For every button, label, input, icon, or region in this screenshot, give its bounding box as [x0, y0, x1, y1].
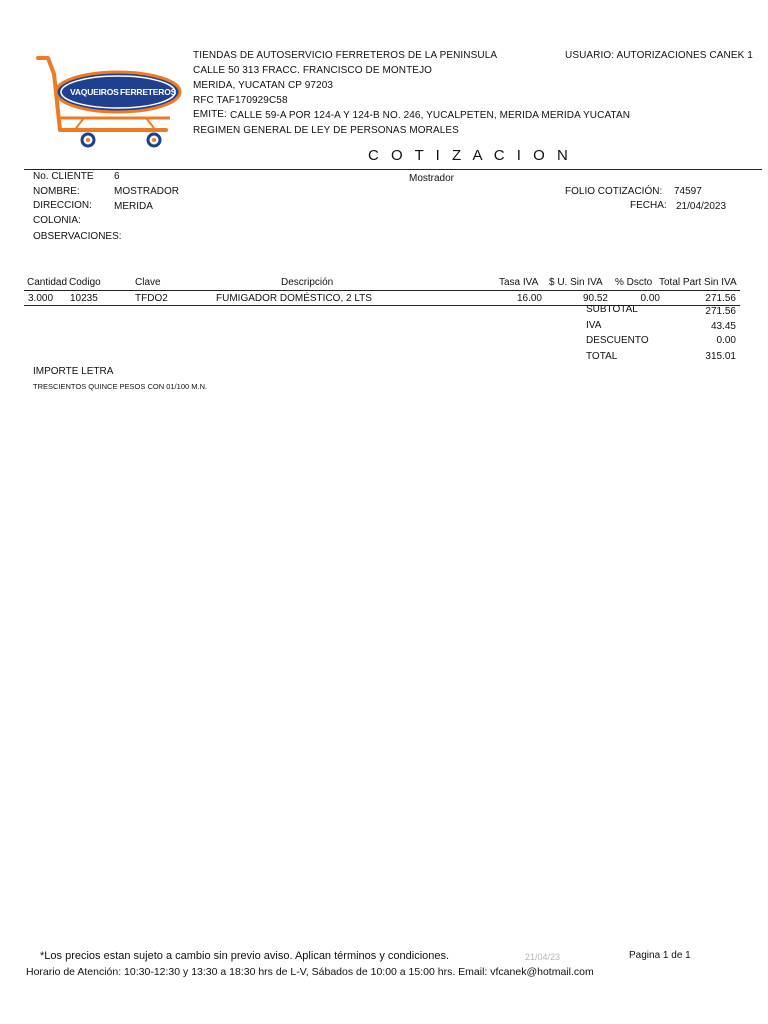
descuento-label: DESCUENTO — [586, 335, 649, 346]
logo-text-left: VAQUEIROS — [70, 87, 119, 97]
client-name: MOSTRADOR — [114, 186, 179, 197]
title-divider — [24, 169, 762, 170]
print-date: 21/04/23 — [525, 952, 561, 962]
client-name-label: NOMBRE: — [33, 186, 80, 197]
emite-address: CALLE 59-A POR 124-A Y 124-B NO. 246, YUCALPETEN, MERIDA MERIDA YUCATAN — [230, 110, 631, 121]
folio-value: 74597 — [674, 186, 702, 197]
company-logo — [36, 52, 186, 152]
col-header-descripcion: Descripción — [281, 277, 334, 288]
col-header-clave: Clave — [135, 277, 161, 288]
cell-descripcion: FUMIGADOR DOMÉSTICO, 2 LTS — [216, 293, 372, 304]
company-city: MERIDA, YUCATAN CP 97203 — [193, 80, 334, 91]
col-header-descuento: % Dscto — [615, 277, 653, 288]
emite-label: EMITE: — [193, 109, 227, 120]
user-label: USUARIO: AUTORIZACIONES CANEK 1 — [565, 50, 753, 61]
company-address: CALLE 50 313 FRACC. FRANCISCO DE MONTEJO — [193, 65, 433, 76]
price-notice: *Los precios estan sujeto a cambio sin previo aviso. Aplican términos y condiciones. — [40, 950, 450, 962]
company-rfc: RFC TAF170929C58 — [193, 95, 288, 106]
cell-cantidad: 3.000 — [28, 293, 54, 304]
folio-label: FOLIO COTIZACIÓN: — [565, 186, 663, 197]
cell-clave: TFDO2 — [135, 293, 168, 304]
business-hours: Horario de Atención: 10:30-12:30 y 13:30 a 18:30 hrs de L-V, Sábados de 10:00 a 15:00 hrs. Email: vfcanek@hotmail.com — [26, 966, 594, 978]
client-address-label: DIRECCION: — [33, 200, 92, 211]
col-header-tasa-iva: Tasa IVA — [499, 277, 539, 288]
total-label: TOTAL — [586, 351, 618, 362]
col-header-cantidad: Cantidad — [27, 277, 68, 288]
importe-letra-text: TRESCIENTOS QUINCE PESOS CON 01/100 M.N. — [33, 382, 208, 391]
cell-codigo: 10235 — [70, 293, 98, 304]
date-value: 21/04/2023 — [676, 201, 727, 212]
client-colonia-label: COLONIA: — [33, 215, 81, 226]
logo-text-right: FERRETEROS — [120, 87, 177, 97]
col-header-precio-unitario: $ U. Sin IVA — [549, 277, 603, 288]
company-regime: REGIMEN GENERAL DE LEY DE PERSONAS MORALES — [193, 125, 459, 136]
client-address: MERIDA — [114, 201, 153, 212]
iva-label: IVA — [586, 320, 602, 331]
date-label: FECHA: — [630, 200, 667, 211]
document-title: C O T I Z A C I O N — [368, 147, 572, 164]
table-header-top-rule — [24, 290, 740, 291]
subtotal-value: 271.56 — [705, 306, 736, 317]
subtotal-label: SUBTOTAL — [586, 304, 638, 315]
cell-descuento: 0.00 — [640, 293, 660, 304]
client-number: 6 — [114, 171, 120, 182]
shopping-cart-logo-icon — [36, 52, 186, 152]
descuento-value: 0.00 — [716, 335, 736, 346]
company-name: TIENDAS DE AUTOSERVICIO FERRETEROS DE LA PENINSULA — [193, 50, 498, 61]
client-number-label: No. CLIENTE — [33, 171, 94, 182]
total-value: 315.01 — [705, 351, 736, 362]
cell-total: 271.56 — [705, 293, 736, 304]
importe-letra-label: IMPORTE LETRA — [33, 366, 114, 377]
client-observations-label: OBSERVACIONES: — [33, 231, 122, 242]
counter-label: Mostrador — [409, 173, 455, 184]
cell-precio-unitario: 90.52 — [582, 293, 608, 304]
page-number: Pagina 1 de 1 — [629, 950, 691, 961]
col-header-total: Total Part Sin IVA — [659, 277, 737, 288]
cell-tasa-iva: 16.00 — [516, 293, 542, 304]
iva-value: 43.45 — [710, 321, 736, 332]
col-header-codigo: Codigo — [69, 277, 101, 288]
